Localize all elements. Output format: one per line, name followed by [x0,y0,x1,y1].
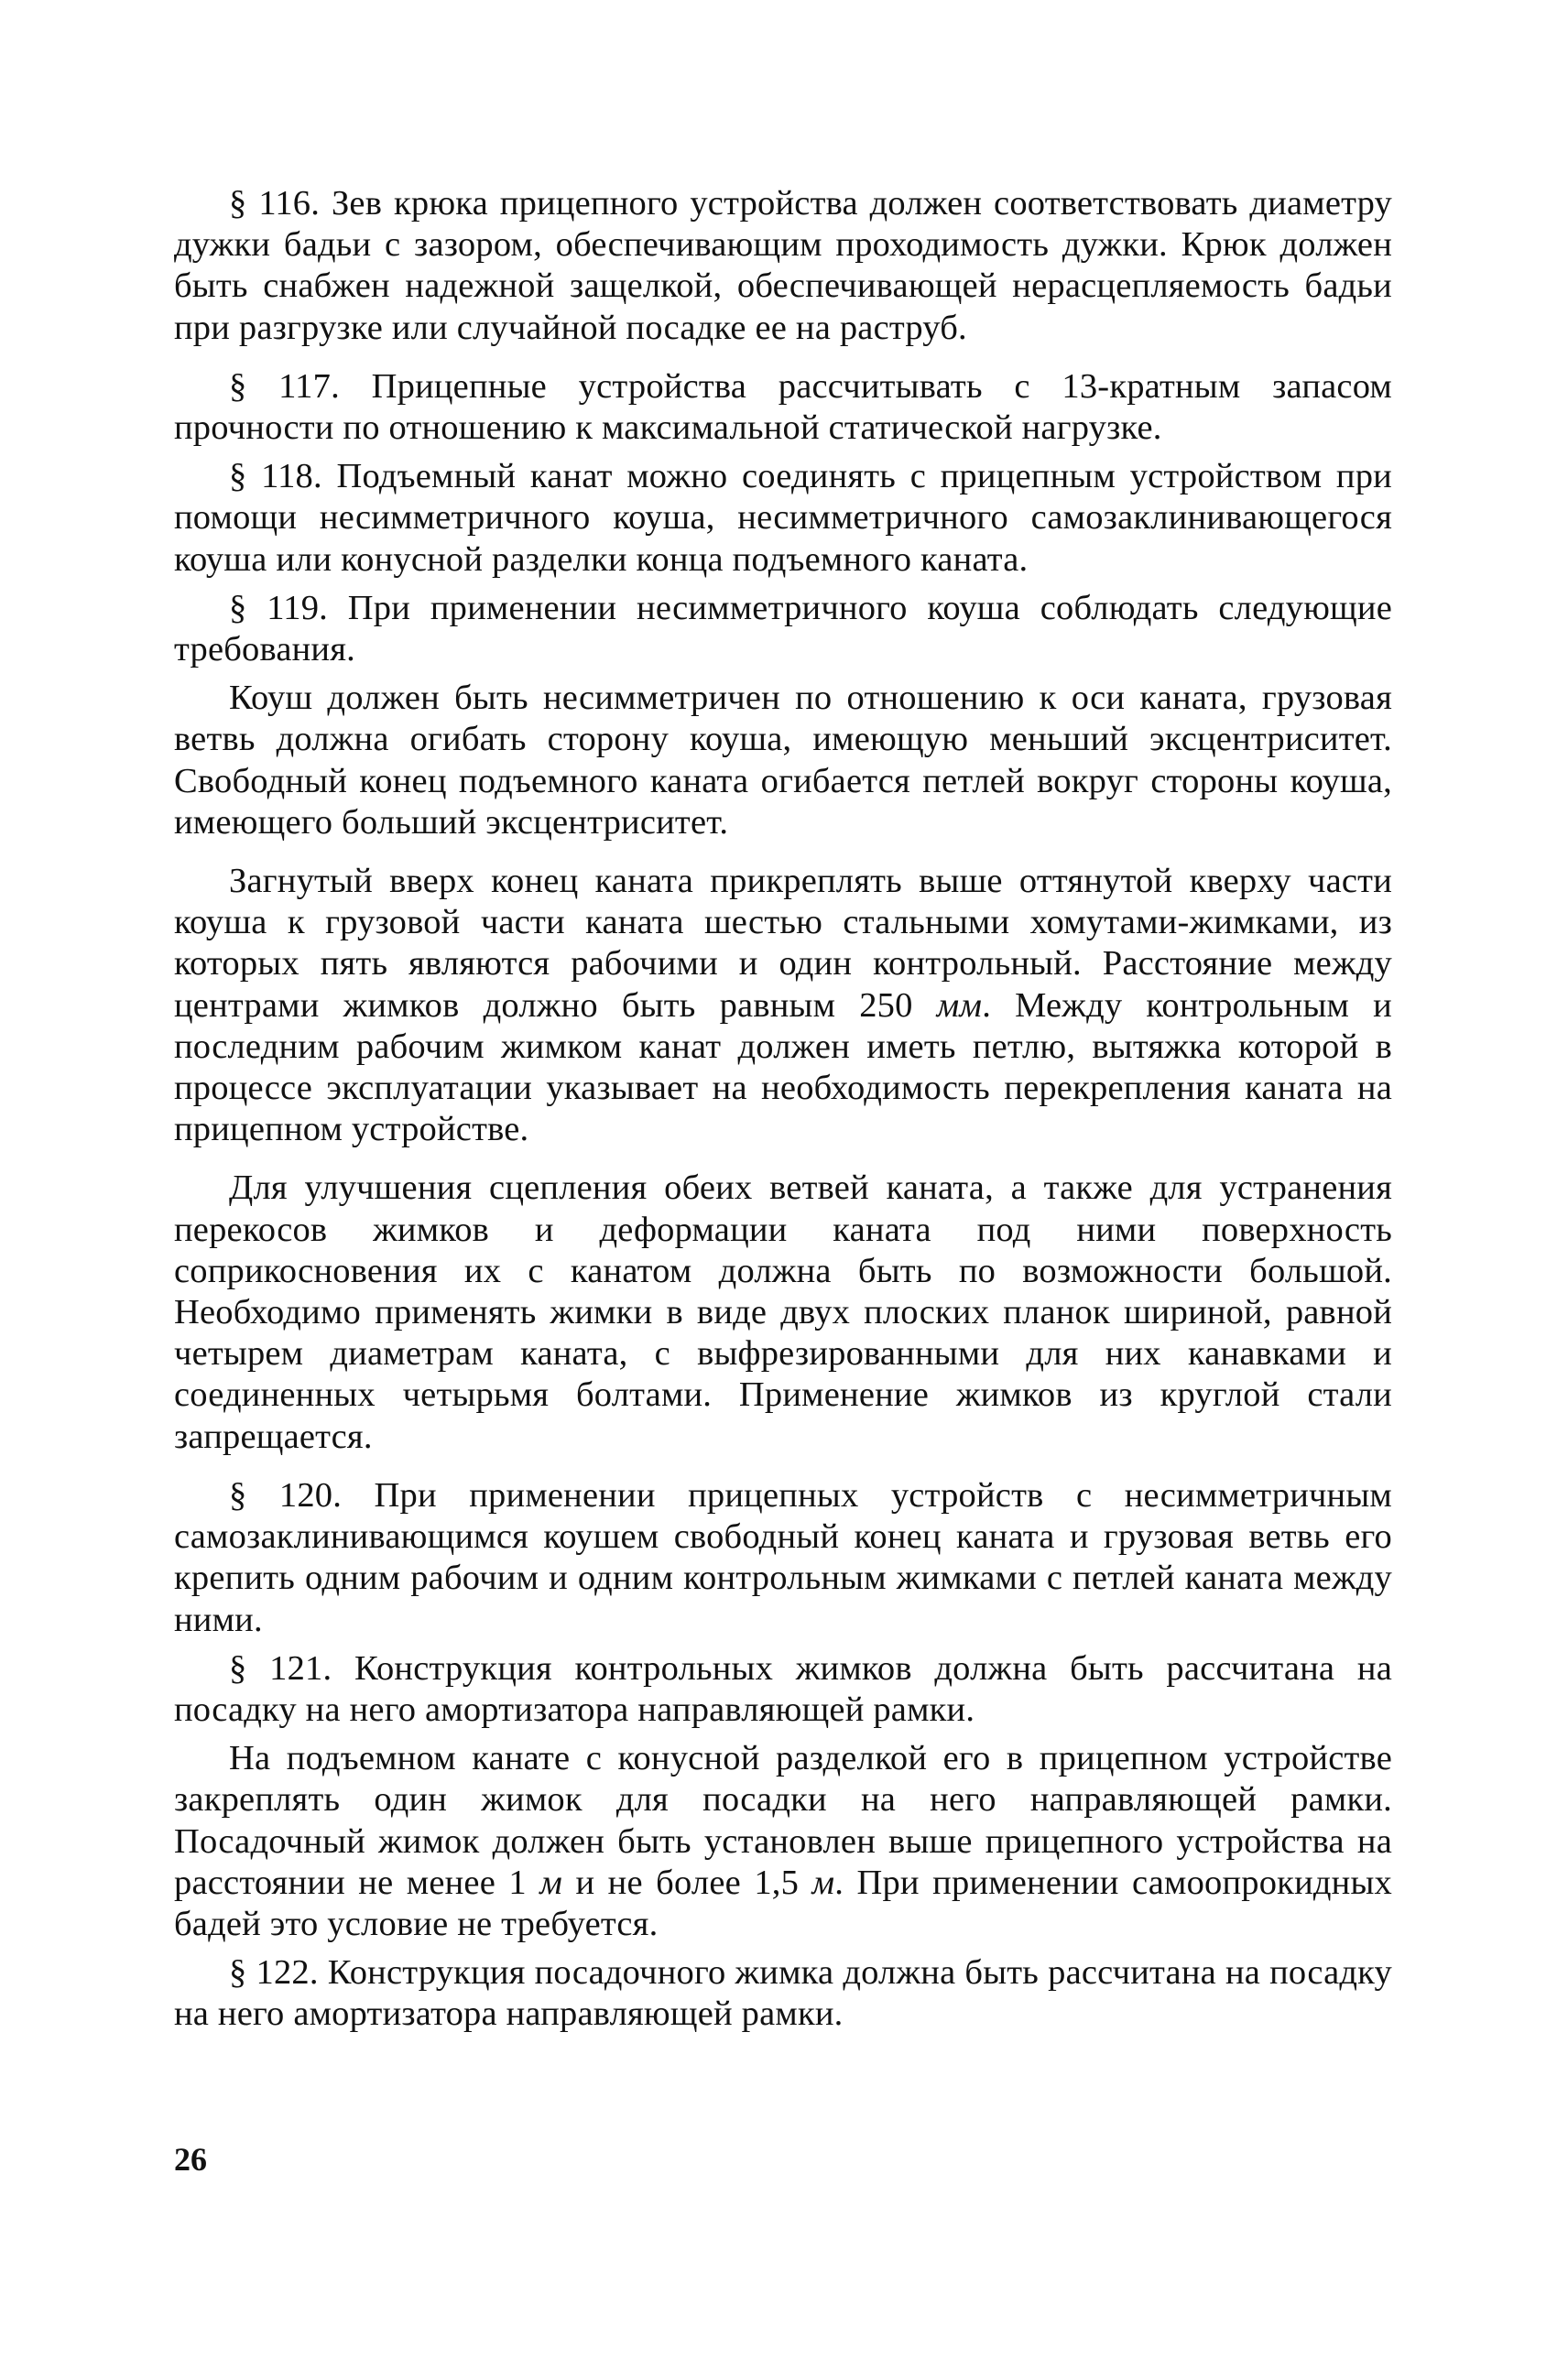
unit-mm: мм [936,985,983,1025]
paragraph-119-clamps-text-2: . Между контрольным и последним рабочим жимком канат должен иметь петлю, вытяжка которой в процессе эксплуатации указывает на необходимость перекрепления каната на прицепном устройстве. [174,985,1392,1149]
paragraph-121-cone-text-1: На подъемном канате с конусной разделкой его в прицепном устройстве закреплять один жимок для посадки на него направляющей рамки. Посадочный жимок должен быть установлен выше прицепного устройства на расстоянии не менее 1 [174,1739,1392,1902]
paragraph-119-clamps [174,861,1392,1150]
paragraph-121: § 121. Конструкция контрольных жимков должна быть рассчитана на посадку на него амортизатора направляющей рамки. [174,1648,1392,1729]
paragraph-117: § 117. Прицепные устройства рассчитывать с 13-кратным запасом прочности по отношению к максимальной статической нагрузке. [174,366,1392,448]
unit-m-2: м [811,1863,835,1902]
unit-m-1: м [539,1863,563,1902]
paragraph-119: § 119. При применении несимметричного коуша соблюдать следующие требования. [174,588,1392,669]
paragraph-119-coush: Коуш должен быть несимметричен по отношению к оси каната, грузовая ветвь должна огибать сторону коуша, имеющую меньший эксцентриситет. Свободный конец подъемного каната огибается петлей вокруг стороны коуша, имеющего больший эксцентриситет. [174,679,1392,842]
paragraph-121-cone [174,1738,1392,1945]
paragraph-116: § 116. Зев крюка прицепного устройства должен соответствовать диаметру дужки бадьи с зазором, обеспечивающим проходимость дужки. Крюк должен быть снабжен надежной защелкой, обеспечивающей нерасцепляемость бадьи при разгрузке или случайной посадке ее на раструб. [174,184,1392,347]
paragraph-118: § 118. Подъемный канат можно соединять с прицепным устройством при помощи несимметричного коуша, несимметричного самозаклинивающегося коуша или конусной разделки конца подъемного каната. [174,457,1392,579]
paragraph-120: § 120. При применении прицепных устройств с несимметричным самозаклинивающимся коушем свободный конец каната и грузовая ветвь его крепить одним рабочим и одним контрольным жимками с петлей каната между ними. [174,1475,1392,1639]
paragraph-119-adhesion: Для улучшения сцепления обеих ветвей каната, а также для устранения перекосов жимков и деформации каната под ними поверхность соприкосновения их с канатом должна быть по возможности большой. Необходимо применять жимки в виде двух плоских планок шириной, равной четырем диаметрам каната, с выфрезированными для них канавками и соединенных четырьмя болтами. Применение жимков из круглой стали запрещается. [174,1168,1392,1456]
page-number: 26 [174,2141,207,2178]
paragraph-121-cone-text-2: и не более 1,5 [562,1863,812,1902]
page-text [174,183,1392,2043]
paragraph-122: § 122. Конструкция посадочного жимка должна быть рассчитана на посадку на него амортизатора направляющей рамки. [174,1953,1392,2034]
paragraph-121-cone-text-3: . При применении самоопрокидных бадей это условие не требуется. [174,1863,1392,1943]
paragraph-119-clamps-text-1: Загнутый вверх конец каната прикреплять выше оттянутой кверху части коуша к грузовой части каната шестью стальными хомутами-жимками, из которых пять являются рабочими и один контрольный. Расстояние между центрами жимков должно быть равным 250 [174,862,1392,1025]
